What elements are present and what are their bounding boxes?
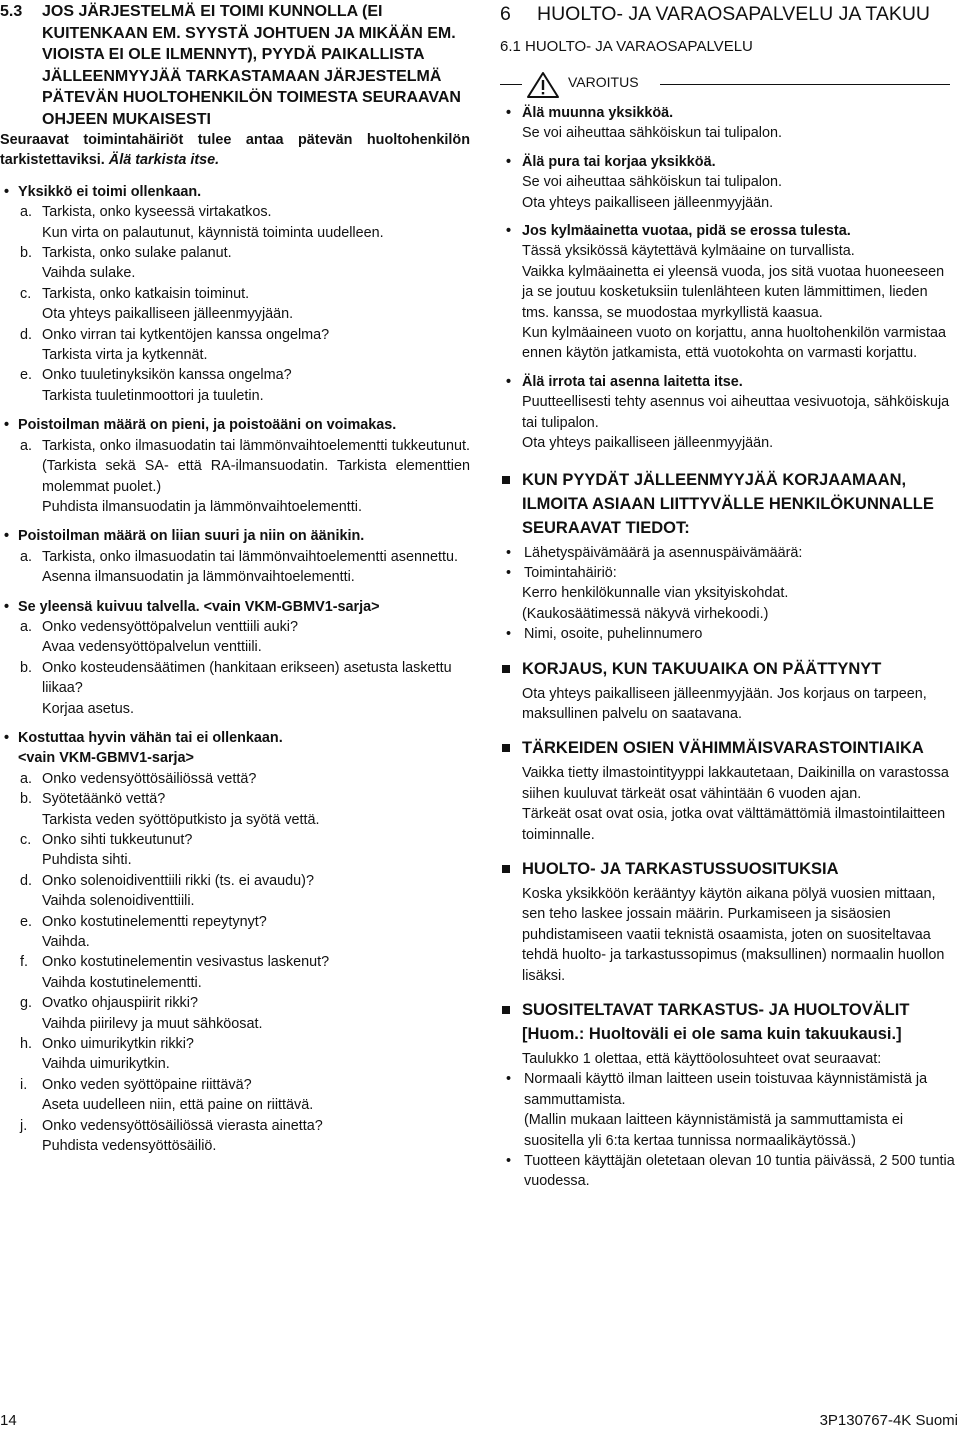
section-text: Tärkeät osat ovat osia, jotka ovat välttämättömiä ilmastointilaitteen toiminnalle. xyxy=(522,806,946,843)
warning-title: • Älä irrota tai asenna laitetta itse. xyxy=(500,372,955,392)
bullet-dot: • xyxy=(4,598,10,615)
trouble-title: • Yksikkö ei toimi ollenkaan. xyxy=(0,182,470,202)
right-column xyxy=(500,0,955,1192)
remedy-text: Vaihda uimurikytkin. xyxy=(42,1056,170,1073)
remedy-text: Tarkista tuuletinmoottori ja tuuletin. xyxy=(42,387,264,404)
warning-text: Se voi aiheuttaa sähköiskun tai tulipalon. xyxy=(522,174,783,191)
check-item: b. Onko kosteudensäätimen (hankitaan erikseen) asetusta laskettu liikaa? xyxy=(20,659,452,697)
remedy-text: Puhdista vedensyöttösäiliö. xyxy=(42,1138,217,1155)
remedy-text: Vaihda solenoidiventtiili. xyxy=(42,893,195,910)
remedy-text: Korjaa asetus. xyxy=(42,700,134,717)
check-item: b. Syötetäänkö vettä? xyxy=(20,791,166,808)
warning-text: Se voi aiheuttaa sähköiskun tai tulipalon. xyxy=(522,125,783,142)
section-post-warranty xyxy=(500,657,955,725)
black-square-icon xyxy=(502,865,510,873)
bullet-dot: • xyxy=(506,153,512,170)
remedy-text: Vaihda piirilevy ja muut sähköosat. xyxy=(42,1015,263,1032)
warning-text: Puutteellisesti tehty asennus voi aiheuttaa vesivuotoja, sähköiskuja tai tulipalon. xyxy=(522,394,950,431)
black-square-icon xyxy=(502,744,510,752)
trouble-title: • Poistoilman määrä on pieni, ja poistoääni on voimakas. xyxy=(0,415,470,435)
section-title: HUOLTO- JA TARKASTUSSUOSITUKSIA xyxy=(500,857,955,881)
check-item: j. Onko vedensyöttösäiliössä vierasta ainetta? xyxy=(20,1117,323,1134)
trouble-block-4 xyxy=(0,597,470,719)
section-heading-5-3: 5.3 JOS JÄRJESTELMÄ EI TOIMI KUNNOLLA (EI KUITENKAAN EM. SYYSTÄ JOHTUEN JA MIKÄÄN EM. VIOISTA EI OLE ILMENNYT), PYYDÄ PAIKALLISTA JÄLLEENMYYJÄÄ TARKASTAMAAN JÄRJESTELMÄ PÄTEVÄN HUOLTOHENKILÖN TOIMESTA SEURAAVAN OHJEEN MUKAISESTI xyxy=(0,3,461,128)
warning-rule-left xyxy=(500,84,522,85)
info-item: • Tuotteen käyttäjän oletetaan olevan 10 tuntia päivässä, 2 500 tuntia vuodessa. xyxy=(506,1153,955,1190)
warning-item-2 xyxy=(500,152,955,213)
document-code: 3P130767-4K Suomi xyxy=(819,1412,958,1429)
warning-item-3 xyxy=(500,221,955,364)
left-column xyxy=(0,0,470,1157)
warning-label: VAROITUS xyxy=(568,74,639,90)
trouble-block-2 xyxy=(0,415,470,517)
check-item: h. Onko uimurikytkin rikki? xyxy=(20,1036,194,1053)
warning-item-4 xyxy=(500,372,955,454)
remedy-text: Avaa vedensyöttöpalvelun venttiili. xyxy=(42,639,262,656)
trouble-block-3 xyxy=(0,526,470,587)
trouble-title: • Se yleensä kuivuu talvella. <vain VKM-GBMV1-sarja> xyxy=(0,597,470,617)
remedy-text: Kun virta on palautunut, käynnistä toiminta uudelleen. xyxy=(42,224,384,241)
black-square-icon xyxy=(502,665,510,673)
info-item-note: (Mallin mukaan laitteen käynnistämistä ja sammuttamista ei suositella yli 6:ta kertaa tunnissa normaalikäytössä.) xyxy=(524,1112,904,1149)
bullet-dot: • xyxy=(4,528,10,545)
check-item: g. Ovatko ohjauspiirit rikki? xyxy=(20,995,198,1012)
remedy-text: Tarkista veden syöttöputkisto ja syötä vettä. xyxy=(42,811,320,828)
info-text: (Kaukosäätimessä näkyvä virhekoodi.) xyxy=(522,605,769,622)
remedy-text: Vaihda kostutinelementti. xyxy=(42,974,202,991)
section-text: Vaikka tietty ilmastointityyppi lakkautetaan, Daikinilla on varastossa siihen kuuluvat tärkeät osat vähintään 6 vuoden ajan. xyxy=(522,765,949,802)
remedy-text: Vaihda sulake. xyxy=(42,265,136,282)
page-number: 14 xyxy=(0,1412,17,1429)
warning-banner xyxy=(500,71,955,99)
info-item: • Normaali käyttö ilman laitteen usein toistuvaa käynnistämistä ja sammuttamista. xyxy=(506,1071,928,1108)
section-text: Ota yhteys paikalliseen jälleenmyyjään. Jos korjaus on tarpeen, maksullinen palvelu on saatavana. xyxy=(522,685,927,722)
check-item: c. Onko sihti tukkeutunut? xyxy=(20,832,193,848)
warning-text: Ota yhteys paikalliseen jälleenmyyjään. xyxy=(522,194,774,211)
section-spare-parts xyxy=(500,736,955,845)
bullet-dot: • xyxy=(506,223,512,240)
check-item: d. Onko virran tai kytkentöjen kanssa ongelma? xyxy=(20,326,330,343)
trouble-title-model-note: <vain VKM-GBMV1-sarja> xyxy=(18,750,194,767)
warning-text: Vaikka kylmäainetta ei yleensä vuoda, jos sitä vuotaa huoneeseen ja se joutuu kosketuksiin tulenlähteen kuten lämmittimen, lieden tms. kanssa, se muodostaa myrkyllistä kaasua. xyxy=(522,263,945,321)
check-item: i. Onko veden syöttöpaine riittävä? xyxy=(20,1076,252,1093)
black-square-icon xyxy=(502,476,510,484)
trouble-block-5 xyxy=(0,728,470,1157)
remedy-text: Tarkista virta ja kytkennät. xyxy=(42,347,208,364)
check-item: a. Tarkista, onko ilmasuodatin tai lämmönvaihtoelementti tukkeutunut. (Tarkista sekä SA- että RA-ilmansuodatin. Tarkista elementtien molemmat puolet.) xyxy=(20,437,470,495)
warning-title: • Älä pura tai korjaa yksikköä. xyxy=(500,152,955,172)
warning-title: • Älä muunna yksikköä. xyxy=(500,103,955,123)
bullet-dot: • xyxy=(4,729,10,746)
check-item: e. Onko kostutinelementti repeytynyt? xyxy=(20,913,267,930)
warning-item-1 xyxy=(500,103,955,144)
info-text: Kerro henkilökunnalle vian yksityiskohdat. xyxy=(522,585,789,602)
bullet-dot: • xyxy=(506,105,512,121)
info-item: • Lähetyspäivämäärä ja asennuspäivämäärä: xyxy=(506,544,803,561)
remedy-text: Puhdista sihti. xyxy=(42,852,132,869)
trouble-title: • Kostuttaa hyvin vähän tai ei ollenkaan. xyxy=(0,728,470,748)
warning-title: • Jos kylmäainetta vuotaa, pidä se erossa tulesta. xyxy=(500,221,955,241)
trouble-title: • Poistoilman määrä on liian suuri ja niin on äänikin. xyxy=(0,526,470,546)
info-item: • Toimintahäiriö: xyxy=(506,564,617,581)
check-item: b. Tarkista, onko sulake palanut. xyxy=(20,245,232,262)
intro-paragraph: Seuraavat toimintahäiriöt tulee antaa pätevän huoltohenkilön tarkistettaviksi. Älä tarkista itse. xyxy=(0,132,470,169)
remedy-text: Aseta uudelleen niin, että paine on riittävä. xyxy=(42,1097,314,1114)
remedy-text: Asenna ilmansuodatin ja lämmönvaihtoelementti. xyxy=(42,569,355,586)
section-text: Koska yksikköön kerääntyy käytön aikana pölyä vuosien mittaan, sen teho laskee jossain määrin. Purkamiseen ja sisäosien puhdistamiseen vaatii teknistä osaamista, joten on suositeltavaa tehdä huolto- ja tarkastussopimus (maksullinen) normaalin huollon lisäksi. xyxy=(522,885,945,984)
warning-text: Ota yhteys paikalliseen jälleenmyyjään. xyxy=(522,435,774,452)
section-title: KUN PYYDÄT JÄLLEENMYYJÄÄ KORJAAMAAN, ILMOITA ASIAAN LIITTYVÄLLE HENKILÖKUNNALLE SEURAAVAT TIEDOT: xyxy=(500,468,955,540)
bullet-dot: • xyxy=(506,373,512,390)
check-item: f. Onko kostutinelementin vesivastus laskenut? xyxy=(20,954,330,971)
remedy-text: Ota yhteys paikalliseen jälleenmyyjään. xyxy=(42,306,294,323)
chapter-heading-6: 6 HUOLTO- JA VARAOSAPALVELU JA TAKUU xyxy=(500,3,931,25)
section-text: Taulukko 1 olettaa, että käyttöolosuhteet ovat seuraavat: xyxy=(522,1051,882,1067)
check-item: e. Onko tuuletinyksikön kanssa ongelma? xyxy=(20,367,292,384)
check-item: a. Tarkista, onko kyseessä virtakatkos. xyxy=(20,204,272,221)
trouble-block-1 xyxy=(0,182,470,406)
section-title: TÄRKEIDEN OSIEN VÄHIMMÄISVARASTOINTIAIKA xyxy=(500,736,955,760)
check-item: a. Onko vedensyöttöpalvelun venttiili auki? xyxy=(20,618,298,635)
section-maintenance xyxy=(500,857,955,986)
warning-triangle-icon xyxy=(526,71,560,99)
section-heading-6-1: 6.1 HUOLTO- JA VARAOSAPALVELU xyxy=(500,38,753,55)
bullet-dot: • xyxy=(4,417,10,434)
section-intervals xyxy=(500,998,955,1192)
remedy-text: Puhdista ilmansuodatin ja lämmönvaihtoelementti. xyxy=(42,498,362,515)
section-repair-request xyxy=(500,468,955,645)
warning-rule-right xyxy=(660,84,950,85)
warning-text: Kun kylmäaineen vuoto on korjattu, anna huoltohenkilön varmistaa ennen käytön jatkamista, että vuotokohta on varmasti korjattu. xyxy=(522,325,946,362)
check-item: c. Tarkista, onko katkaisin toiminut. xyxy=(20,285,250,302)
check-item: d. Onko solenoidiventtiili rikki (ts. ei avaudu)? xyxy=(20,872,314,889)
section-title: KORJAUS, KUN TAKUUAIKA ON PÄÄTTYNYT xyxy=(500,657,955,681)
black-square-icon xyxy=(502,1006,510,1014)
check-item: a. Tarkista, onko ilmasuodatin tai lämmönvaihtoelementti asennettu. xyxy=(20,548,458,565)
section-title: SUOSITELTAVAT TARKASTUS- JA HUOLTOVÄLIT [Huom.: Huoltoväli ei ole sama kuin takuukausi.] xyxy=(500,998,955,1046)
info-item: • Nimi, osoite, puhelinnumero xyxy=(506,626,703,643)
warning-text: Tässä yksikössä käytettävä kylmäaine on turvallista. xyxy=(522,243,855,260)
remedy-text: Vaihda. xyxy=(42,934,90,951)
check-item: a. Onko vedensyöttösäiliössä vettä? xyxy=(20,770,257,787)
bullet-dot: • xyxy=(4,183,10,200)
